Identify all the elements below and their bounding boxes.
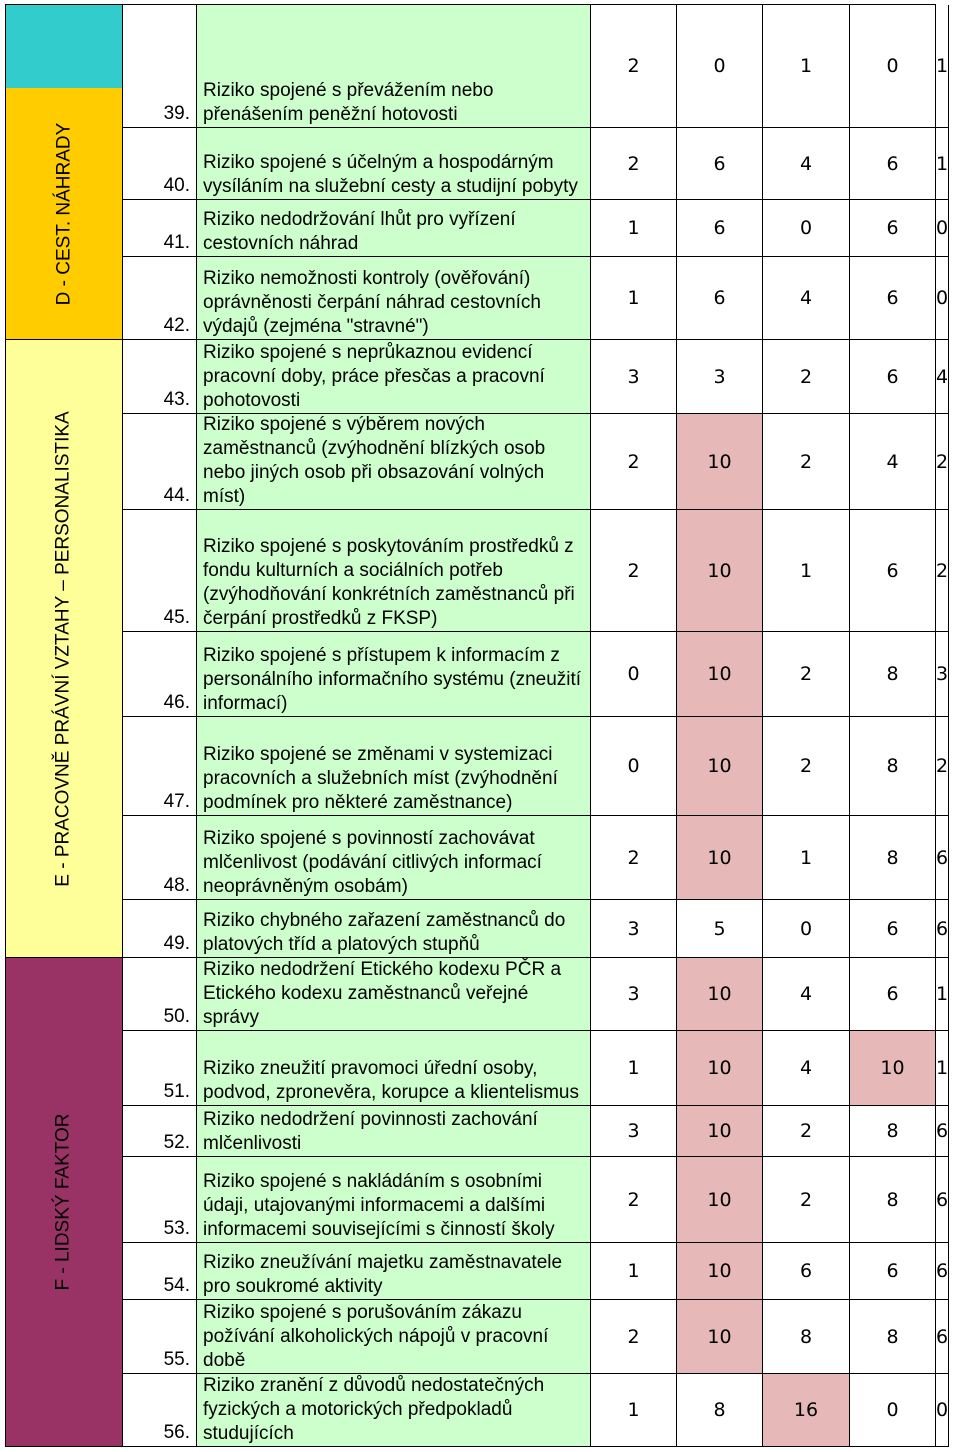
score-cell: 4 [763,958,850,1031]
score-cell: 6 [677,128,763,200]
risk-description-text: Riziko spojené s neprůkaznou evidencí pracovní doby, práce přesčas a pracovní pohotovosti [203,342,545,411]
score-cell: 1 [936,5,949,128]
category-label: D - CEST. NÁHRADY [53,122,75,305]
score-cell: 10 [677,958,763,1031]
score-cell: 6 [677,257,763,340]
score-cell: 3 [591,340,677,414]
row-number: 50. [123,958,197,1031]
row-number: 42. [123,257,197,340]
risk-description [197,1243,591,1300]
score-cell: 10 [677,1031,763,1106]
score-cell: 6 [850,128,936,200]
risk-description-text: Riziko spojené se změnami v systemizaci pracovních a služebních míst (zvýhodnění podmínek pro některé zaměstnance) [203,744,558,813]
risk-description [197,900,591,958]
score-cell: 2 [591,816,677,900]
score-cell: 5 [677,900,763,958]
row-number: 47. [123,717,197,816]
risk-description [197,510,591,632]
category-label: F - LIDSKÝ FAKTOR [53,1113,74,1291]
score-cell: 0 [936,257,949,340]
score-cell: 8 [850,632,936,717]
score-cell: 2 [936,717,949,816]
risk-description [197,1031,591,1106]
score-cell: 4 [763,257,850,340]
row-number: 40. [123,128,197,200]
row-number: 51. [123,1031,197,1106]
score-cell: 1 [591,1031,677,1106]
row-number: 45. [123,510,197,632]
score-cell: 6 [677,200,763,257]
risk-description-text: Riziko spojené s porušováním zákazu požívání alkoholických nápojů v pracovní době [203,1302,549,1371]
score-cell: 2 [763,340,850,414]
score-cell: 2 [763,632,850,717]
risk-description-text: Riziko spojené s účelným a hospodárným vysíláním na služební cesty a studijní pobyty [203,152,578,197]
row-number: 46. [123,632,197,717]
score-cell: 6 [850,340,936,414]
score-cell: 1 [591,1374,677,1447]
score-cell: 1 [936,958,949,1031]
score-cell: 6 [936,1106,949,1157]
risk-description-text: Riziko chybného zařazení zaměstnanců do platových tříd a platových stupňů [203,910,566,955]
category-cell [5,88,123,340]
category-label: E - PRACOVNĚ PRÁVNÍ VZTAHY – PERSONALISTIKA [53,410,75,887]
row-number: 41. [123,200,197,257]
score-cell: 10 [677,816,763,900]
score-cell: 6 [850,1243,936,1300]
score-cell: 6 [850,958,936,1031]
score-cell: 0 [850,5,936,128]
score-cell: 0 [850,1374,936,1447]
score-cell: 6 [936,1243,949,1300]
score-cell: 0 [936,200,949,257]
risk-description-text: Riziko zranění z důvodů nedostatečných fyzických a motorických předpokladů studujících [203,1375,545,1444]
score-cell: 2 [763,414,850,510]
risk-description-text: Riziko zneužití pravomoci úřední osoby, podvod, zpronevěra, korupce a klientelismus [203,1058,579,1103]
score-cell: 3 [591,1106,677,1157]
row-number: 39. [123,5,197,128]
score-cell: 1 [763,816,850,900]
category-cell [5,340,123,958]
risk-description [197,1157,591,1243]
score-cell: 6 [763,1243,850,1300]
score-cell: 1 [591,1243,677,1300]
row-number: 56. [123,1374,197,1447]
risk-description [197,632,591,717]
score-cell: 8 [850,1300,936,1374]
score-cell: 3 [677,340,763,414]
score-cell: 0 [936,1374,949,1447]
score-cell: 0 [763,900,850,958]
risk-description [197,717,591,816]
risk-description-text: Riziko spojené s převážením nebo přenášením peněžní hotovosti [203,80,494,125]
category-header-band-border [5,5,123,88]
score-cell: 6 [936,816,949,900]
score-cell: 2 [591,128,677,200]
risk-description-text: Riziko zneužívání majetku zaměstnavatele pro soukromé aktivity [203,1252,563,1297]
score-cell: 2 [591,1300,677,1374]
risk-description-text: Riziko nedodržení povinnosti zachování mlčenlivosti [203,1109,538,1154]
score-cell: 6 [936,1157,949,1243]
risk-description [197,200,591,257]
risk-description [197,340,591,414]
score-cell: 0 [763,200,850,257]
score-cell: 10 [850,1031,936,1106]
score-cell: 1 [591,200,677,257]
score-cell: 1 [936,1031,949,1106]
score-cell: 0 [677,5,763,128]
score-cell: 3 [591,958,677,1031]
score-cell: 4 [936,340,949,414]
risk-description [197,128,591,200]
risk-description-text: Riziko nemožnosti kontroly (ověřování) oprávněnosti čerpání náhrad cestovních výdajů (zejména "stravné") [203,268,541,337]
score-cell: 1 [591,257,677,340]
score-cell: 6 [850,257,936,340]
risk-description-text: Riziko spojené s nakládáním s osobními údaji, utajovanými informacemi a dalšími informacemi souvisejícími s činností školy [203,1171,555,1240]
row-number: 48. [123,816,197,900]
row-number: 49. [123,900,197,958]
score-cell: 2 [763,1106,850,1157]
score-cell: 8 [850,717,936,816]
risk-description [197,414,591,510]
category-cell [5,958,123,1447]
score-cell: 3 [936,632,949,717]
score-cell: 8 [763,1300,850,1374]
score-cell: 2 [591,414,677,510]
score-cell: 2 [936,414,949,510]
risk-description [197,1106,591,1157]
score-cell: 0 [591,717,677,816]
score-cell: 8 [850,816,936,900]
row-number: 44. [123,414,197,510]
score-cell: 2 [591,510,677,632]
score-cell: 6 [850,200,936,257]
score-cell: 1 [936,128,949,200]
risk-description [197,5,591,128]
risk-description-text: Riziko spojené s výběrem nových zaměstnanců (zvýhodnění blízkých osob nebo jiných osob při obsazování volných míst) [203,414,546,507]
row-number: 52. [123,1106,197,1157]
score-cell: 10 [677,717,763,816]
score-cell: 10 [677,1157,763,1243]
score-cell: 6 [936,1300,949,1374]
risk-description-text: Riziko spojené s poskytováním prostředků z fondu kulturních a sociálních potřeb (zvýhodňování konkrétních zaměstnanců při čerpání prostředků z FKSP) [203,536,575,629]
score-cell: 10 [677,1243,763,1300]
score-cell: 2 [763,1157,850,1243]
score-cell: 4 [763,1031,850,1106]
risk-description [197,958,591,1031]
score-cell: 2 [936,510,949,632]
risk-description [197,1374,591,1447]
score-cell: 1 [763,5,850,128]
score-cell: 10 [677,510,763,632]
score-cell: 4 [763,128,850,200]
score-cell: 8 [850,1157,936,1243]
score-cell: 8 [677,1374,763,1447]
score-cell: 3 [591,900,677,958]
score-cell: 6 [850,900,936,958]
risk-description-text: Riziko nedodržení Etického kodexu PČR a Etického kodexu zaměstnanců veřejné správy [203,959,562,1028]
score-cell: 0 [591,632,677,717]
risk-description [197,257,591,340]
row-number: 55. [123,1300,197,1374]
score-cell: 10 [677,414,763,510]
score-cell: 6 [936,900,949,958]
risk-description-text: Riziko nedodržování lhůt pro vyřízení cestovních náhrad [203,209,516,254]
score-cell: 2 [591,5,677,128]
score-cell: 10 [677,632,763,717]
risk-description-text: Riziko spojené s přístupem k informacím z personálního informačního systému (zneužití informací) [203,645,582,714]
risk-description-text: Riziko spojené s povinností zachovávat mlčenlivost (podávání citlivých informací neoprávněným osobám) [203,828,542,897]
row-number: 54. [123,1243,197,1300]
score-cell: 6 [850,510,936,632]
score-cell: 16 [763,1374,850,1447]
score-cell: 2 [591,1157,677,1243]
risk-description [197,1300,591,1374]
score-cell: 10 [677,1300,763,1374]
score-cell: 1 [763,510,850,632]
score-cell: 4 [850,414,936,510]
score-cell: 10 [677,1106,763,1157]
row-number: 53. [123,1157,197,1243]
risk-description [197,816,591,900]
row-number: 43. [123,340,197,414]
score-cell: 8 [850,1106,936,1157]
score-cell: 2 [763,717,850,816]
